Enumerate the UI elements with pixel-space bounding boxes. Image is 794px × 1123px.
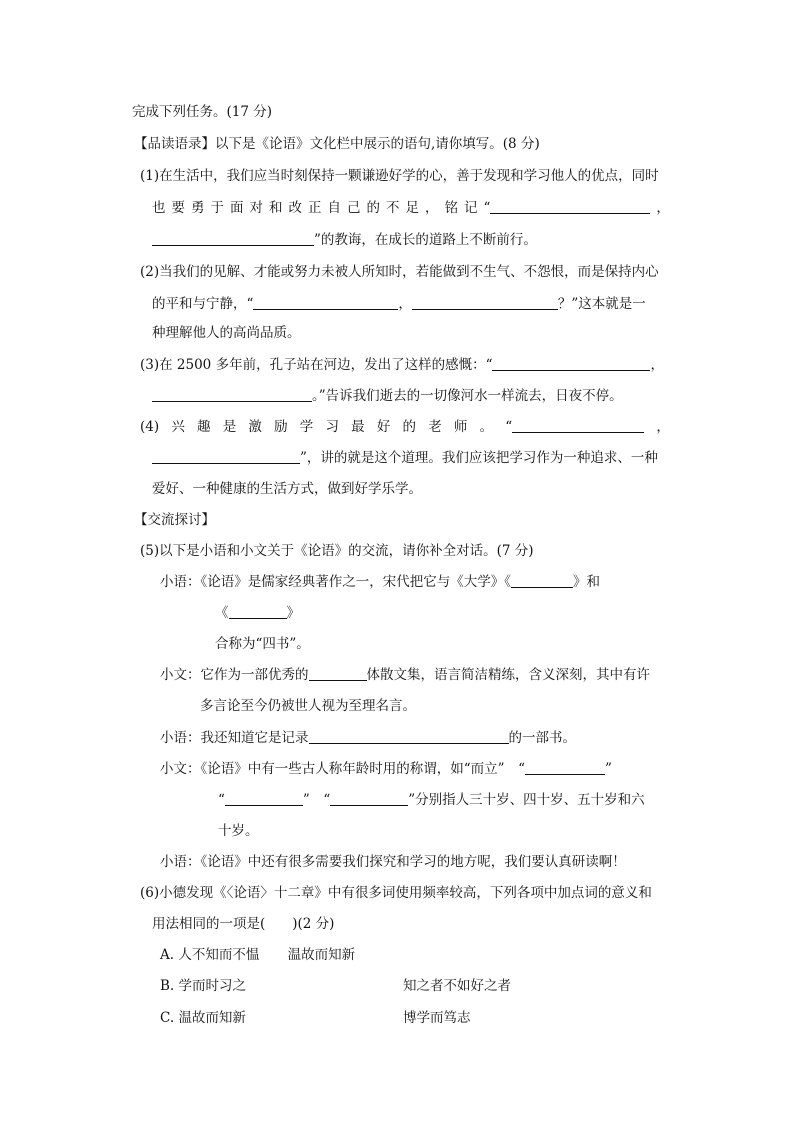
option-left: 学而时习之 [178, 978, 247, 994]
q4-char: 趣 [197, 419, 211, 435]
q1-char: 面 [230, 200, 244, 216]
section-title-pindu: 【品读语录】以下是《论语》文化栏中展示的语句,请你填写。(8 分) [134, 136, 540, 152]
q1-char: 足 [405, 200, 419, 216]
q1-char: 也 [152, 200, 166, 216]
q1-quote-blank [484, 198, 651, 218]
q5-blank-book-2[interactable] [229, 604, 287, 619]
q4-char: 老 [428, 419, 442, 435]
section-title-jiaoliu: 【交流探讨】 [134, 512, 215, 528]
q1-line1 [140, 166, 659, 186]
q5-dialog-2-line2: 多言论至今仍被世人视为至理名言。 [200, 698, 416, 714]
q5-blank-record[interactable] [309, 729, 509, 744]
q4-char: 最 [351, 419, 365, 435]
q1-char: 勇 [191, 200, 205, 216]
q5-intro: (5)以下是小语和小文关于《论语》的交流，请你补全对话。(7 分) [140, 543, 534, 559]
q4-blank-1[interactable] [512, 418, 644, 433]
q5-d4-text: 小文：《论语》中有一些古人称年龄时用的称谓，如“而立” [160, 761, 505, 777]
q1-char: 不 [386, 200, 400, 216]
q5-d4-l2-quote-open: “ [218, 792, 225, 808]
q2-line3: 种理解他人的高尚品质。 [152, 325, 301, 341]
q4-char: 兴 [171, 419, 185, 435]
q5-d4-quote-close: ” [604, 761, 612, 777]
q1-line3 [152, 230, 537, 250]
q1-char: ， [425, 200, 439, 216]
q4-blank-2[interactable] [152, 449, 300, 464]
q5-blank-age-3[interactable] [330, 791, 408, 806]
q5-d2-text: 小文：它作为一部优秀的 [160, 667, 309, 683]
q1-char: 改 [288, 200, 302, 216]
q1-char: 己 [347, 200, 361, 216]
q4-open-quote: “ [505, 419, 513, 435]
q5-blank-age-2[interactable] [225, 791, 303, 806]
q3-blank-1[interactable] [492, 356, 650, 371]
q5-d4-l2-quote-close: ” [302, 792, 310, 808]
q2-blank-2[interactable] [412, 295, 558, 310]
q4-char: 师 [453, 419, 468, 435]
option-right: 知之者不如好之者 [403, 978, 511, 994]
q4-char: 励 [274, 419, 288, 435]
q1-line3-text: ”的教诲，在成长的道路上不断前行。 [314, 232, 537, 248]
q4-comma: ， [656, 419, 670, 435]
q1-char: 正 [308, 200, 322, 216]
q1-comma: ， [656, 200, 670, 216]
q1-open-quote: “ [483, 200, 491, 216]
option-left: 人不知而不愠 [178, 947, 260, 963]
q5-d1-end: 》和 [573, 574, 600, 590]
q4-line1 [140, 417, 670, 437]
q4-number: (4) [140, 419, 160, 435]
q6-option-a[interactable] [160, 945, 355, 965]
option-label: B. [160, 978, 175, 994]
q6-line2: 用法相同的一项是( )(2 分) [152, 916, 335, 932]
q6-option-c[interactable] [160, 1008, 560, 1028]
q5-d3-text: 小语：我还知道它是记录 [160, 730, 309, 746]
q4-char: 学 [299, 419, 314, 435]
q5-dialog-1 [160, 572, 600, 592]
q5-dialog-3 [160, 728, 576, 748]
q4-char: 激 [248, 419, 262, 435]
q1-char: 于 [210, 200, 224, 216]
q2-line1 [140, 262, 659, 282]
q5-d3-end: 的一部书。 [508, 730, 576, 746]
option-label: C. [160, 1010, 175, 1026]
q1-char: 自 [327, 200, 341, 216]
option-right: 温故而知新 [287, 947, 356, 963]
q2-text: 当我们的见解、才能或努力未被人所知时，若能做到不生气、不怨恨，而是保持内心 [159, 264, 659, 280]
q4-char: 。 [479, 419, 494, 435]
task-intro: 完成下列任务。(17 分) [132, 104, 273, 120]
q5-d2-end: 体散文集，语言简洁精练，含义深刻，其中有许 [366, 667, 650, 683]
q3-text: 在 2500 多年前，孔子站在河边，发出了这样的感慨：“ [159, 357, 493, 373]
q1-char: 铭 [444, 200, 458, 216]
q5-dialog-1-line2 [215, 603, 300, 623]
q4-char: 的 [402, 419, 416, 435]
q5-d4-l2-end: ”分别指人三十岁、四十岁、五十岁和六 [408, 792, 645, 808]
q1-char: 的 [366, 200, 380, 216]
q5-blank-age-1[interactable] [525, 760, 605, 775]
q5-dialog-5: 小语：《论语》中还有很多需要我们探究和学习的地方呢，我们要认真研读啊！ [160, 854, 626, 870]
option-left: 温故而知新 [178, 1010, 246, 1026]
q1-text: 在生活中，我们应当时刻保持一颗谦逊好学的心，善于发现和学习他人的优点，同时 [159, 168, 659, 184]
q5-d1-l2-open: 《 [215, 605, 229, 621]
q2-line2-end: ？”这本就是一 [557, 296, 646, 312]
q4-line2 [152, 448, 658, 468]
q4-char: 习 [325, 419, 339, 435]
q4-line2-text: ”，讲的就是这个道理。我们应该把学习作为一种追求、一种 [300, 450, 658, 466]
q6-option-b[interactable] [160, 976, 560, 996]
q4-quote-blank [505, 417, 644, 437]
q5-d1-l2-close: 》 [286, 605, 300, 621]
q5-d4-quote-open: “ [518, 761, 525, 777]
q4-char: 是 [222, 419, 237, 435]
q1-char: 和 [269, 200, 283, 216]
q4-line3: 爱好、一种健康的生活方式，做到好学乐学。 [152, 481, 422, 497]
q1-char: 对 [249, 200, 263, 216]
q2-number: (2) [140, 264, 160, 280]
q5-dialog-4-line3: 十岁。 [218, 823, 259, 839]
q2-line2-start: 的平和与宁静，“ [152, 296, 254, 312]
q2-line2 [152, 294, 646, 314]
q1-blank-2[interactable] [152, 231, 314, 246]
q5-dialog-1-line3: 合称为“四书”。 [215, 636, 310, 652]
q5-d1-text: 小语：《论语》是儒家经典著作之一，宋代把它与《大学》《 [160, 574, 511, 590]
option-right: 博学而笃志 [403, 1010, 471, 1026]
q6-line1: (6)小德发现《〈论语〉十二章》中有很多词使用频率较高，下列各项中加点词的意义和 [140, 885, 652, 901]
q3-number: (3) [140, 357, 160, 373]
q5-dialog-4 [160, 759, 612, 779]
q5-dialog-2 [160, 665, 650, 685]
q5-d4-l2-quote-open-2: “ [323, 792, 331, 808]
q3-line2 [152, 386, 623, 406]
q1-line2 [152, 198, 670, 218]
option-label: A. [160, 947, 175, 963]
q2-comma: ， [398, 296, 412, 312]
q1-char: 要 [171, 200, 185, 216]
q2-blank-1[interactable] [253, 295, 398, 310]
q3-line2-text: 。”告诉我们逝去的一切像河水一样流去，日夜不停。 [312, 388, 623, 404]
q3-blank-2[interactable] [152, 387, 312, 402]
q3-line1 [140, 355, 664, 375]
q1-number: (1) [140, 168, 160, 184]
q3-comma: ， [650, 357, 664, 373]
q5-dialog-4-line2 [218, 790, 645, 810]
q4-char: 好 [376, 419, 391, 435]
q1-blank-1[interactable] [490, 199, 650, 214]
q5-blank-book[interactable] [511, 573, 573, 588]
q1-char: 记 [464, 200, 478, 216]
q5-blank-style[interactable] [309, 666, 367, 681]
